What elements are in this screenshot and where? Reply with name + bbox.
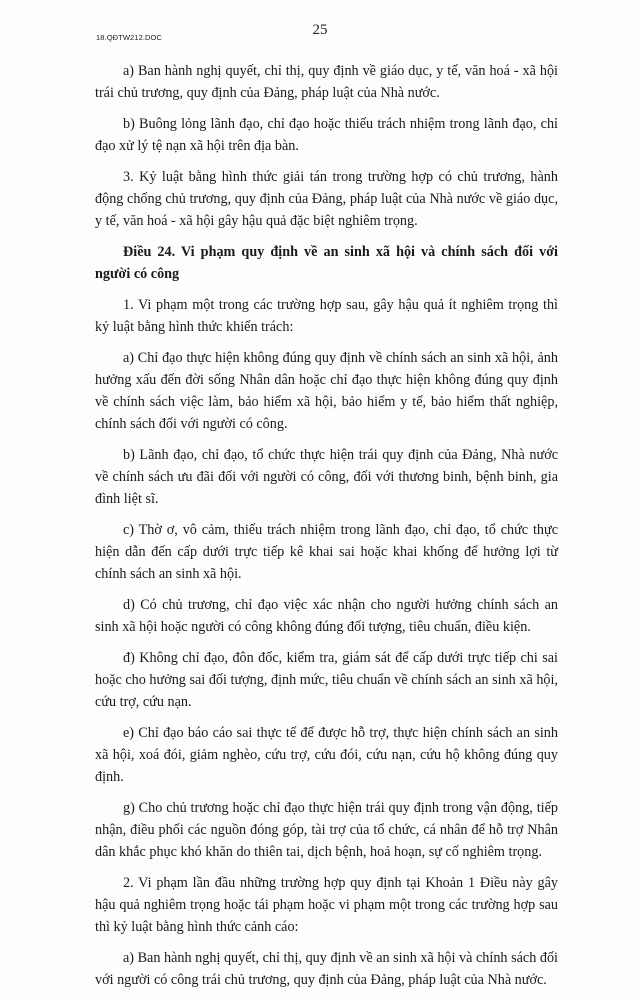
paragraph: b) Lãnh đạo, chỉ đạo, tổ chức thực hiện trái quy định của Đảng, Nhà nước về chính sách ưu đãi đối với người có công, đối với thương binh, bệnh binh, gia đình liệt sĩ. bbox=[95, 447, 558, 507]
paragraph: g) Cho chủ trương hoặc chỉ đạo thực hiện trái quy định trong vận động, tiếp nhận, điều phối các nguồn đóng góp, tài trợ của tổ chức, cá nhân để hỗ trợ Nhân dân khắc phục khó khăn do thiên tai, dịch bệnh, hoả hoạn, sự cố nghiêm trọng. bbox=[95, 800, 558, 860]
article-heading: Điều 24. Vi phạm quy định về an sinh xã hội và chính sách đối với người có công bbox=[95, 244, 558, 282]
document-body bbox=[95, 60, 558, 1000]
paragraph: đ) Không chỉ đạo, đôn đốc, kiểm tra, giám sát để cấp dưới trực tiếp chi sai hoặc cho hưởng sai đối tượng, định mức, tiêu chuẩn về chính sách an sinh xã hội, cứu trợ, cứu nạn. bbox=[95, 650, 558, 710]
paragraph: 1. Vi phạm một trong các trường hợp sau, gây hậu quả ít nghiêm trọng thì kỷ luật bằng hình thức khiển trách: bbox=[95, 297, 558, 335]
document-code: 18.QĐTW212.DOC bbox=[96, 33, 162, 42]
paragraph: 3. Kỷ luật bằng hình thức giải tán trong trường hợp có chủ trương, hành động chống chủ trương, quy định của Đảng, pháp luật của Nhà nước về giáo dục, y tế, văn hoá - xã hội gây hậu quả đặc biệt nghiêm trọng. bbox=[95, 169, 558, 229]
paragraph: a) Ban hành nghị quyết, chỉ thị, quy định về an sinh xã hội và chính sách đối với người có công trái chủ trương, quy định của Đảng, pháp luật của Nhà nước. bbox=[95, 950, 558, 988]
paragraph: a) Chỉ đạo thực hiện không đúng quy định về chính sách an sinh xã hội, ảnh hưởng xấu đến đời sống Nhân dân hoặc chỉ đạo thực hiện không đúng quy định về chính sách việc làm, bảo hiểm xã hội, bảo hiểm y tế, bảo hiểm thất nghiệp, chính sách đối với người có công. bbox=[95, 350, 558, 432]
paragraph: d) Có chủ trương, chỉ đạo việc xác nhận cho người hưởng chính sách an sinh xã hội hoặc người có công không đúng đối tượng, tiêu chuẩn, điều kiện. bbox=[95, 597, 558, 635]
paragraph: 2. Vi phạm lần đầu những trường hợp quy định tại Khoản 1 Điều này gây hậu quả nghiêm trọng hoặc tái phạm hoặc vi phạm một trong các trường hợp sau thì kỷ luật bằng hình thức cảnh cáo: bbox=[95, 875, 558, 935]
paragraph: b) Buông lỏng lãnh đạo, chỉ đạo hoặc thiếu trách nhiệm trong lãnh đạo, chỉ đạo xử lý tệ nạn xã hội trên địa bàn. bbox=[95, 116, 558, 154]
paragraph: e) Chỉ đạo báo cáo sai thực tế để được hỗ trợ, thực hiện chính sách an sinh xã hội, xoá đói, giảm nghèo, cứu trợ, cứu đói, cứu nạn, cứu hộ không đúng quy định. bbox=[95, 725, 558, 785]
paragraph: a) Ban hành nghị quyết, chỉ thị, quy định về giáo dục, y tế, văn hoá - xã hội trái chủ trương, quy định của Đảng, pháp luật của Nhà nước. bbox=[95, 63, 558, 101]
paragraph: c) Thờ ơ, vô cảm, thiếu trách nhiệm trong lãnh đạo, chỉ đạo, tổ chức thực hiện dẫn đến cấp dưới trực tiếp kê khai sai hoặc khai khống để hưởng lợi từ chính sách an sinh xã hội. bbox=[95, 522, 558, 582]
page-number: 25 bbox=[312, 22, 328, 38]
